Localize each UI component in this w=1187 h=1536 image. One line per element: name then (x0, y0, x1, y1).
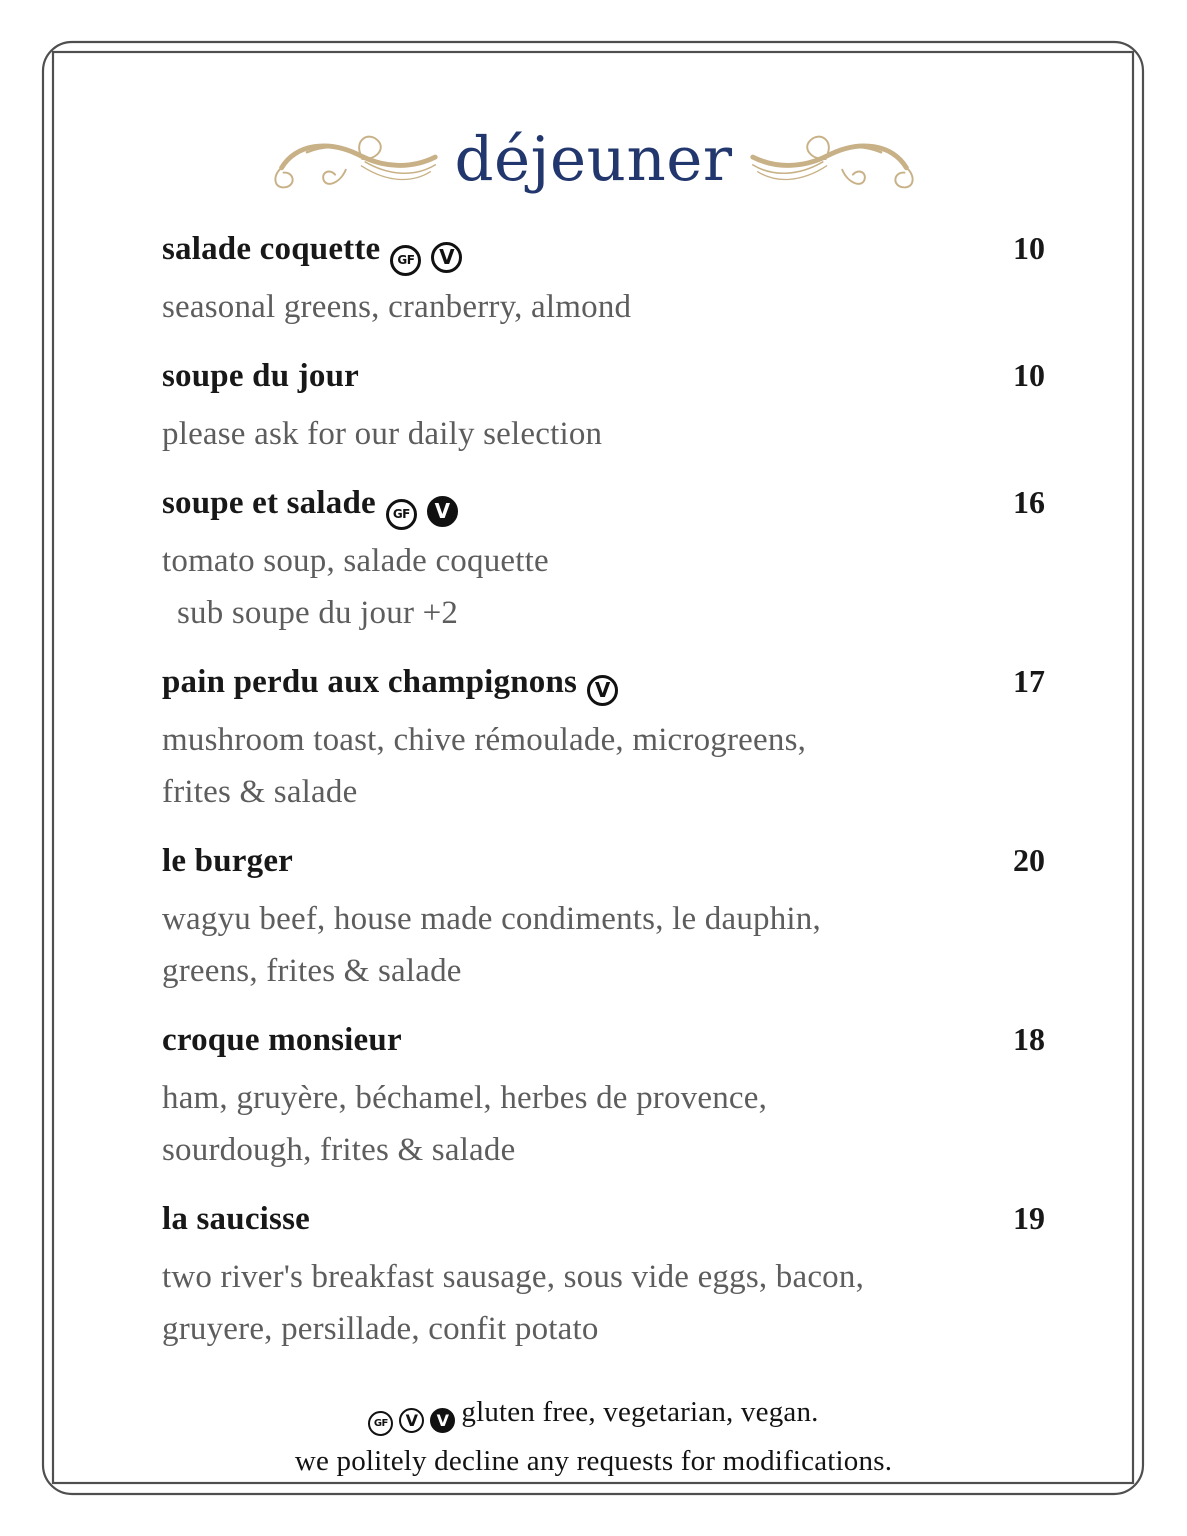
modifications-note: we politely decline any requests for modifications. (294, 1445, 893, 1477)
item-price: 18 (1013, 1021, 1045, 1057)
item-badges (376, 499, 458, 523)
item-description (162, 281, 1045, 333)
legend-text: gluten free, vegetarian, vegan. (461, 1396, 819, 1428)
gluten-free-badge-icon: GF (386, 499, 417, 530)
item-header (162, 222, 1045, 281)
item-description-line: gruyere, persillade, confit potato (162, 1311, 599, 1347)
item-description-line: two river's breakfast sausage, sous vide eggs, bacon, (162, 1259, 865, 1295)
item-price: 16 (1013, 484, 1045, 520)
item-name: croque monsieur (162, 1022, 402, 1058)
item-description (162, 408, 1045, 460)
menu-item (162, 349, 1045, 460)
item-price: 10 (1013, 230, 1045, 266)
item-description-line: greens, frites & salade (162, 953, 462, 989)
gluten-free-badge-icon: GF (390, 245, 421, 276)
item-note-line: sub soupe du jour +2 (177, 595, 459, 631)
menu-item (162, 1192, 1045, 1355)
item-description (162, 714, 1045, 818)
vegetarian-badge-icon: V (431, 242, 462, 273)
vegan-badge-icon: V (430, 1408, 455, 1433)
item-name: soupe du jour (162, 358, 359, 394)
item-price: 10 (1013, 357, 1045, 393)
item-description (162, 1072, 1045, 1176)
menu-item (162, 655, 1045, 818)
item-header (162, 349, 1045, 408)
menu-item (162, 834, 1045, 997)
flourish-left-icon (268, 121, 443, 199)
item-description-line: frites & salade (162, 774, 358, 810)
item-price: 19 (1013, 1200, 1045, 1236)
item-description-line: tomato soup, salade coquette (162, 543, 549, 579)
item-name: la saucisse (162, 1201, 310, 1237)
flourish-right-icon (745, 121, 920, 199)
item-name: soupe et salade (162, 485, 376, 521)
vegetarian-badge-icon: V (399, 1408, 424, 1433)
menu-item (162, 476, 1045, 639)
item-description (162, 893, 1045, 997)
item-description-line: ham, gruyère, béchamel, herbes de provence, (162, 1080, 768, 1116)
item-header (162, 834, 1045, 893)
item-header (162, 655, 1045, 714)
legend-line (53, 1388, 1134, 1437)
item-description-line: please ask for our daily selection (162, 416, 603, 452)
item-description-line: mushroom toast, chive rémoulade, microgreens, (162, 722, 807, 758)
item-description (162, 535, 1045, 639)
vegetarian-badge-icon: V (587, 675, 618, 706)
item-description-line: wagyu beef, house made condiments, le dauphin, (162, 901, 821, 937)
item-name: salade coquette (162, 231, 381, 267)
item-description (162, 1251, 1045, 1355)
menu-header (53, 112, 1134, 208)
menu-footer (53, 1388, 1134, 1486)
vegan-badge-icon: V (427, 496, 458, 527)
gluten-free-badge-icon: GF (368, 1411, 393, 1436)
item-header (162, 476, 1045, 535)
item-header (162, 1192, 1045, 1251)
item-header (162, 1013, 1045, 1072)
menu-item (162, 222, 1045, 333)
item-description-line: sourdough, frites & salade (162, 1132, 516, 1168)
menu-item (162, 1013, 1045, 1176)
item-name: le burger (162, 843, 294, 879)
page-title: déjeuner (454, 124, 733, 195)
item-badges (577, 678, 618, 702)
menu-items-list (162, 222, 1045, 1371)
legend-badges (368, 1396, 461, 1428)
item-price: 17 (1013, 663, 1045, 699)
item-badges (380, 245, 462, 269)
item-description-line: seasonal greens, cranberry, almond (162, 289, 632, 325)
item-name: pain perdu aux champignons (162, 664, 578, 700)
item-price: 20 (1013, 842, 1045, 878)
